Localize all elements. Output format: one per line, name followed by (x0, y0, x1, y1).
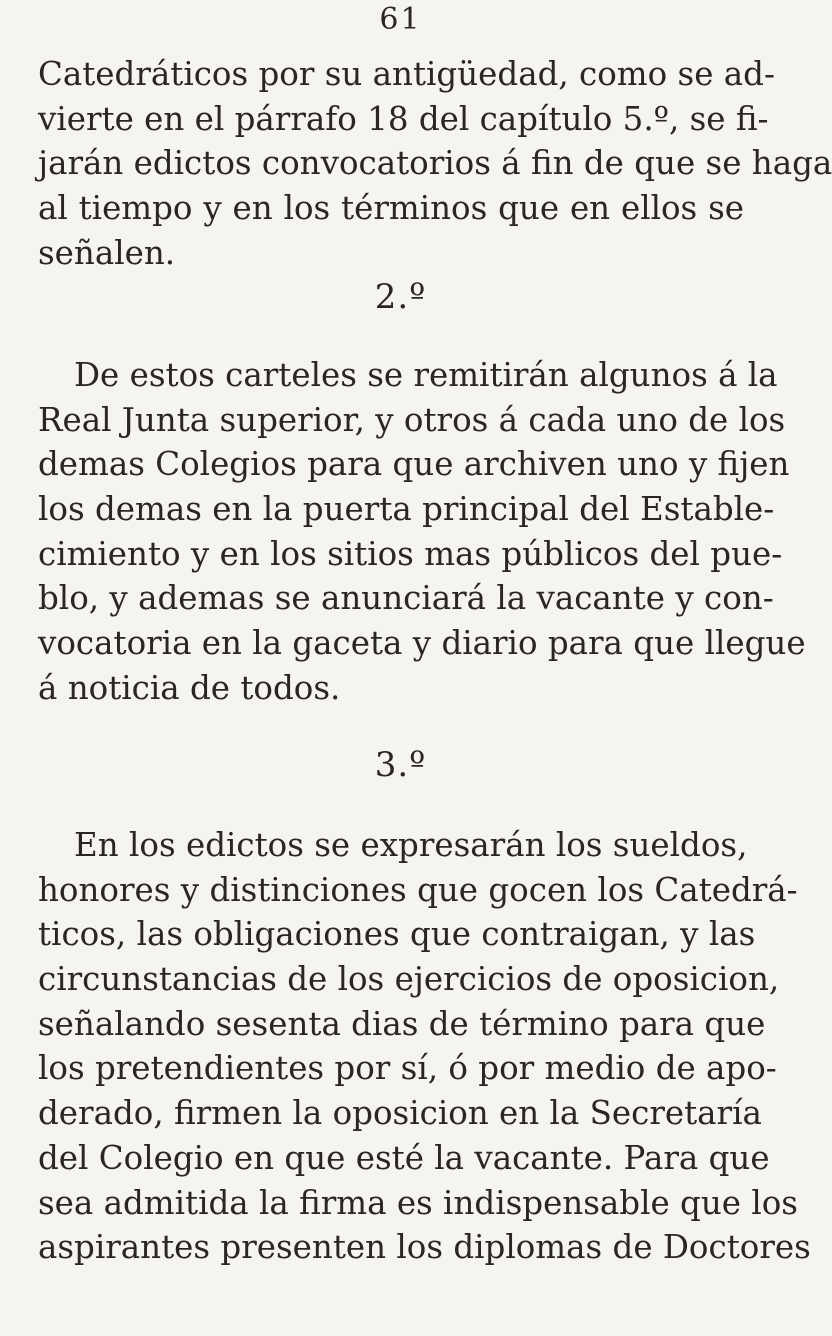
page-number: 61 (379, 2, 422, 37)
text-line: circunstancias de los ejercicios de oposicion, (38, 960, 780, 999)
text-line: vocatoria en la gaceta y diario para que llegue (38, 624, 806, 663)
text-line: á noticia de todos. (38, 668, 341, 707)
article-number-3: 3.º (374, 745, 427, 785)
text-line: Real Junta superior, y otros á cada uno de los (38, 400, 786, 439)
text-line: derado, firmen la oposicion en la Secretaría (38, 1094, 762, 1133)
text-line: sea admitida la firma es indispensable que los (38, 1183, 798, 1222)
text-line: los demas en la puerta principal del Estable- (38, 490, 775, 529)
text-line: del Colegio en que esté la vacante. Para que (38, 1138, 770, 1177)
text-line: ticos, las obligaciones que contraigan, y las (38, 915, 756, 954)
article-number-2: 2.º (374, 277, 427, 317)
text-line: Catedráticos por su antigüedad, como se ad- (38, 55, 775, 93)
text-line: vierte en el párrafo 18 del capítulo 5.º, se fi- (38, 99, 769, 138)
text-line: jarán edictos convocatorios á fin de que se haga (38, 144, 832, 183)
text-line: señalen. (38, 233, 176, 272)
text-line: aspirantes presenten los diplomas de Doctores (38, 1228, 811, 1267)
text-line: honores y distinciones que gocen los Catedrá- (38, 870, 798, 909)
text-line: En los edictos se expresarán los sueldos, (74, 826, 748, 864)
paragraph-article-3 (38, 823, 811, 1270)
text-line: blo, y ademas se anunciará la vacante y con- (38, 579, 774, 618)
text-line: los pretendientes por sí, ó por medio de apo- (38, 1049, 777, 1088)
paragraph-article-2 (38, 353, 806, 711)
text-line: señalando sesenta dias de término para que (38, 1004, 766, 1043)
text-line: De estos carteles se remitirán algunos á la (74, 356, 778, 394)
text-line: al tiempo y en los términos que en ellos se (38, 189, 744, 228)
text-line: cimiento y en los sitios mas públicos del pue- (38, 534, 783, 573)
text-line: demas Colegios para que archiven uno y fijen (38, 445, 790, 484)
paragraph-continuation (38, 52, 832, 275)
